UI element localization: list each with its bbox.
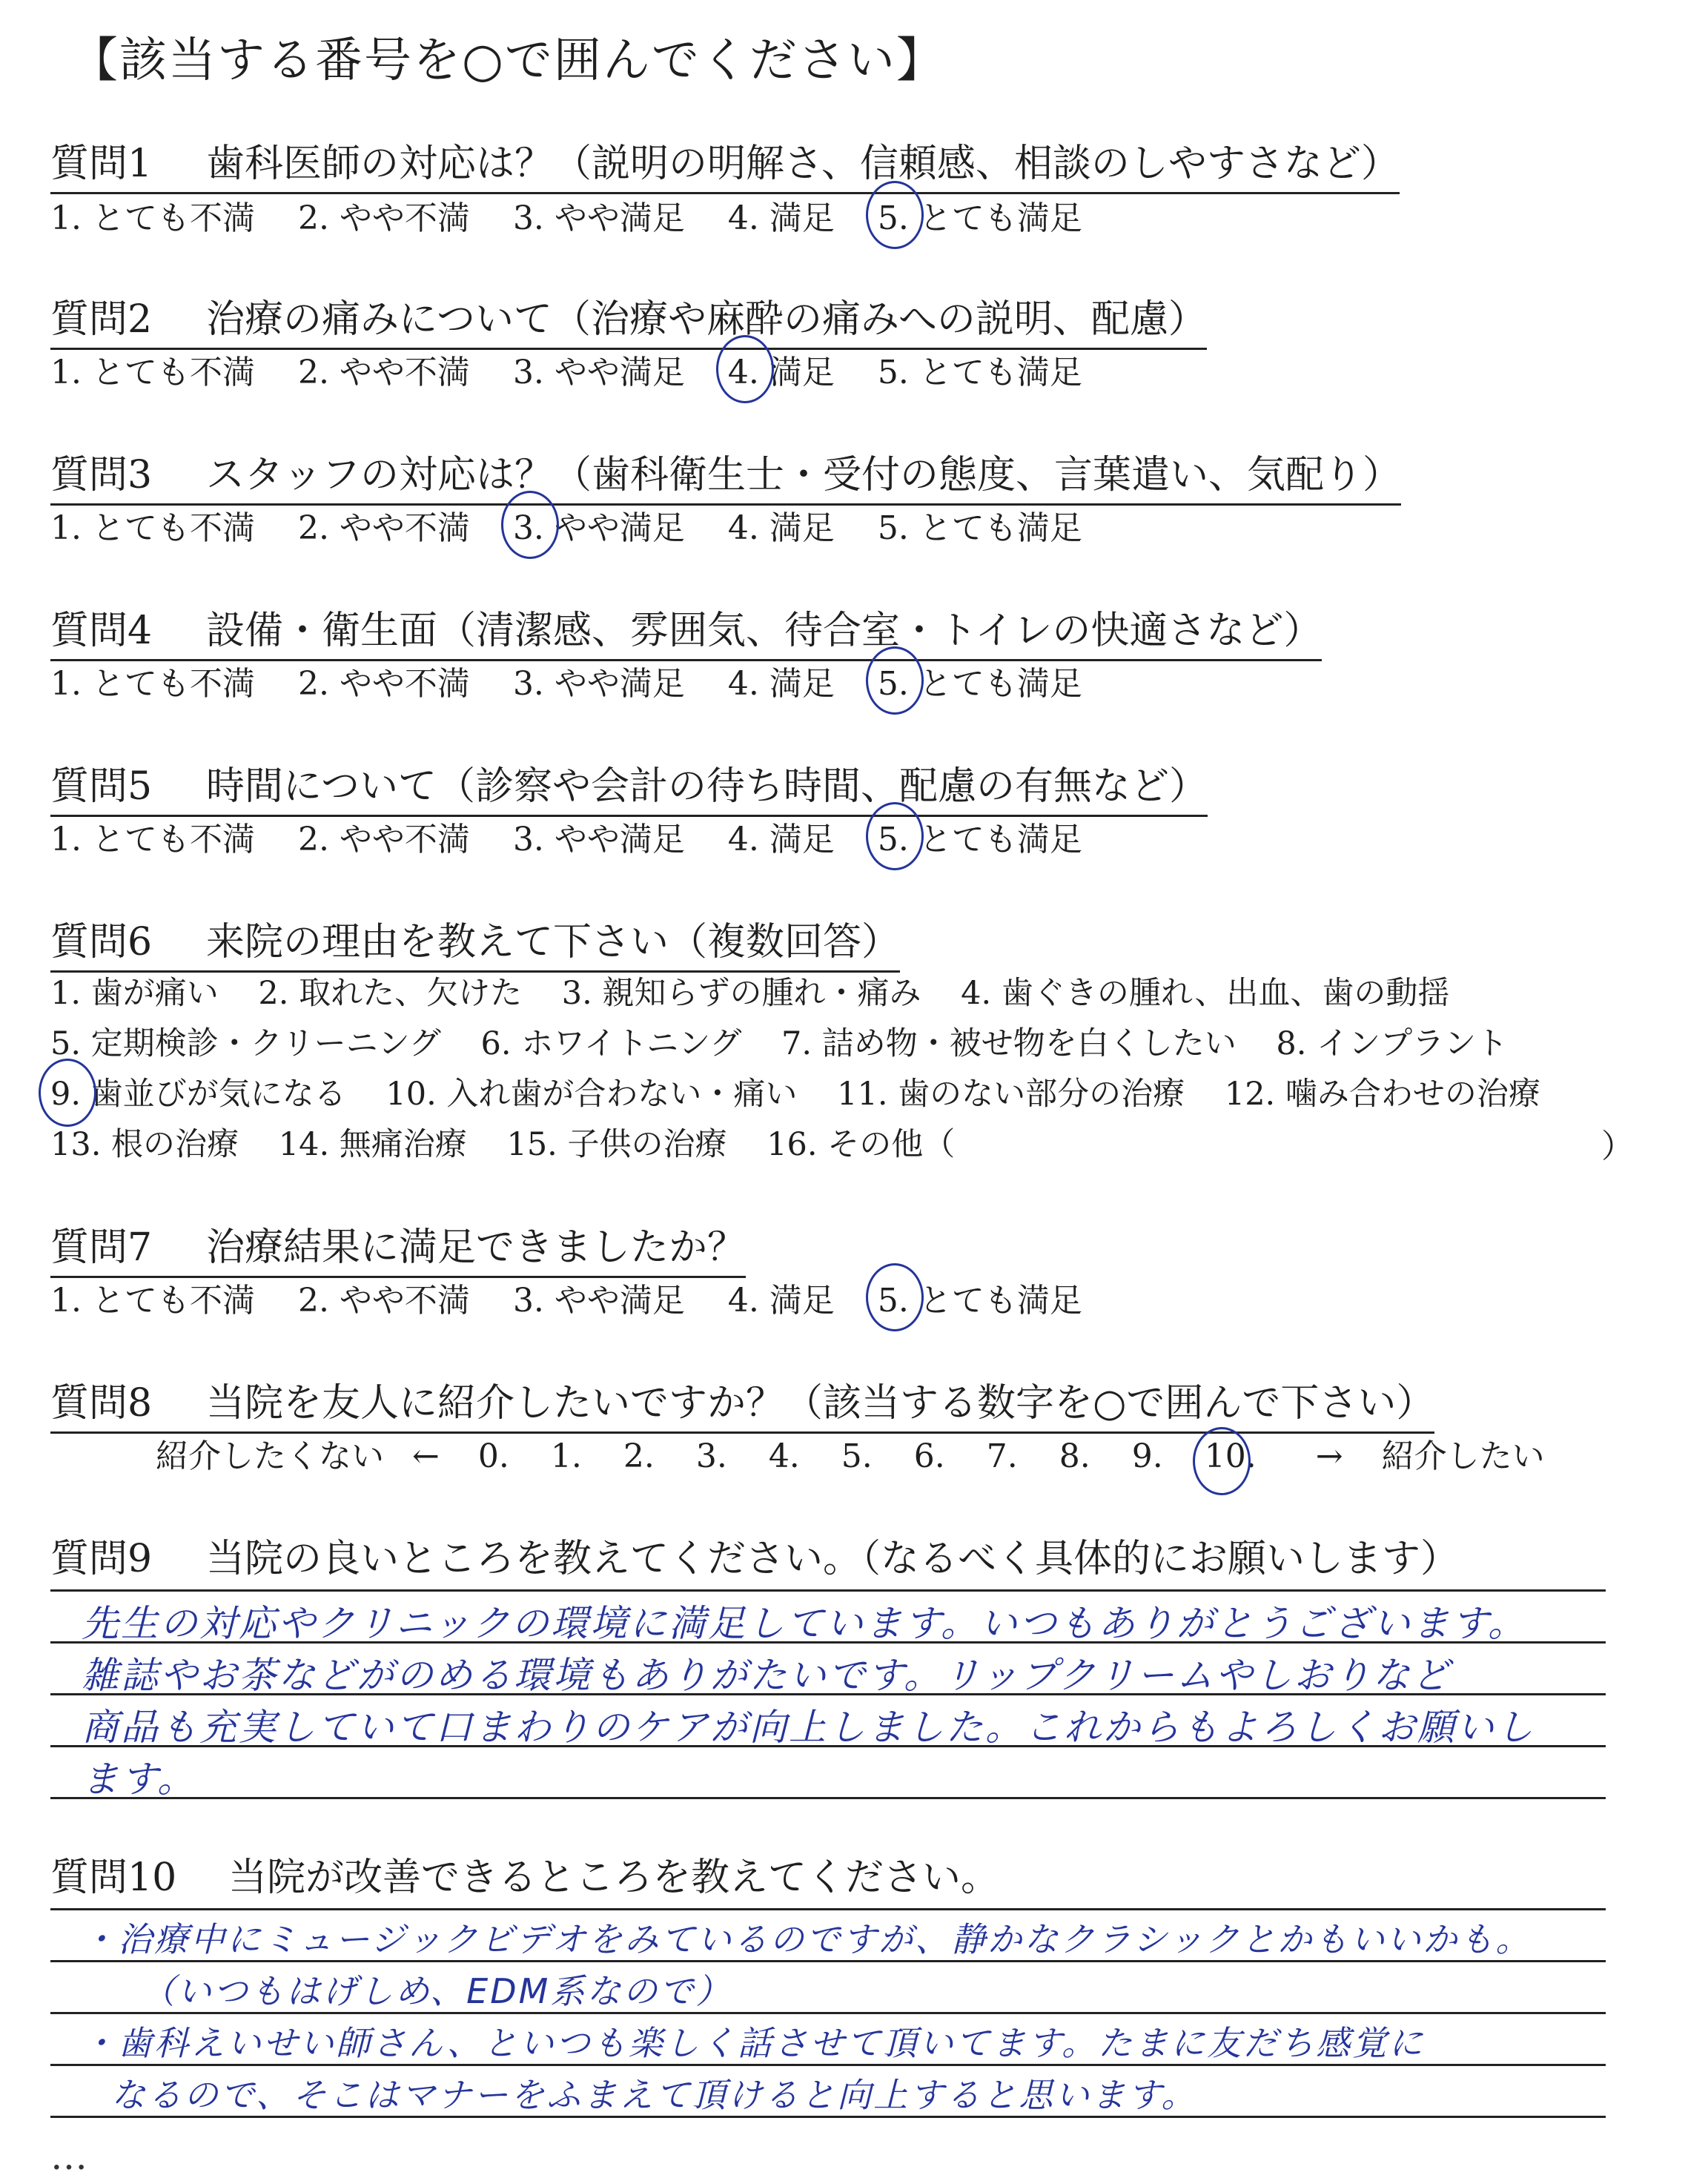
answer-rule — [50, 1908, 1606, 1910]
reason-option-other[interactable]: 16. その他（ — [767, 1126, 956, 1163]
reason-option[interactable]: 12. 噛み合わせの治療 — [1224, 1076, 1540, 1113]
q2-options — [50, 345, 1115, 393]
option-5[interactable]: 5. とても満足 — [877, 354, 1082, 391]
reason-option[interactable]: 7. 詰め物・被せ物を白くしたい — [781, 1025, 1237, 1062]
reason-option[interactable]: 13. 根の治療 — [50, 1126, 239, 1163]
answer-rule — [50, 1589, 1606, 1592]
question-1 — [50, 132, 1400, 194]
question-number: 質問5 — [50, 764, 153, 809]
question-number: 質問10 — [50, 1856, 177, 1900]
option-2[interactable]: 2. やや不満 — [297, 199, 470, 237]
q6-options-row-4 — [50, 1119, 984, 1165]
option-4[interactable]: 4. 満足 — [727, 509, 835, 547]
q9-answer-line: 商品も充実していて口まわりのケアが向上しました。これからもよろしくお願いし — [82, 1706, 1535, 1749]
option-3[interactable]: 3. やや満足 — [512, 1282, 685, 1320]
q5-options — [50, 812, 1115, 860]
q10-answer-line: （いつもはげしめ、EDM系なので） — [141, 1971, 732, 2011]
question-7 — [50, 1216, 746, 1278]
option-4[interactable]: 4. 満足 — [727, 821, 835, 858]
question-4 — [50, 599, 1322, 661]
answer-rule — [50, 1797, 1606, 1799]
option-5-circled[interactable]: 5. とても満足 — [878, 812, 1082, 860]
scale-right-label: 紹介したい — [1381, 1437, 1545, 1475]
option-3[interactable]: 3. やや満足 — [512, 821, 685, 858]
q9-answer-line: 先生の対応やクリニックの環境に満足しています。いつもありがとうございます。 — [82, 1602, 1527, 1645]
q7-options — [50, 1274, 1115, 1321]
question-text: 当院の良いところを教えてください。（なるべく具体的にお願いします） — [206, 1537, 1460, 1581]
scale-option[interactable]: 1. — [550, 1437, 582, 1475]
option-2[interactable]: 2. やや不満 — [297, 821, 470, 858]
option-1[interactable]: 1. とても不満 — [50, 509, 255, 547]
scale-option[interactable]: 5. — [841, 1437, 873, 1475]
reason-option[interactable]: 1. 歯が痛い — [50, 975, 219, 1012]
page-heading: 【該当する番号を○で囲んでください】 — [70, 33, 945, 88]
option-4[interactable]: 4. 満足 — [727, 199, 835, 237]
reason-option[interactable]: 8. インプラント — [1276, 1025, 1509, 1062]
option-1[interactable]: 1. とても不満 — [50, 199, 255, 237]
scale-left-label: 紹介したくない — [156, 1437, 384, 1475]
option-4[interactable]: 4. 満足 — [727, 665, 835, 703]
scale-option-circled[interactable]: 10. — [1204, 1437, 1257, 1475]
option-5-circled[interactable]: 5. とても満足 — [878, 1274, 1082, 1321]
question-number: 質問3 — [50, 453, 153, 497]
q6-options-row-1 — [50, 968, 1479, 1013]
q10-answer-line: ・歯科えいせい師さん、といつも楽しく話させて頂いてます。たまに友だち感覚に — [82, 2023, 1426, 2063]
reason-option-circled[interactable]: 9. 歯並びが気になる — [50, 1069, 346, 1114]
scale-option[interactable]: 7. — [986, 1437, 1018, 1475]
reason-option[interactable]: 10. 入れ歯が合わない・痛い — [385, 1076, 798, 1113]
reason-option[interactable]: 15. 子供の治療 — [506, 1126, 727, 1163]
option-3[interactable]: 3. やや満足 — [512, 199, 685, 237]
question-text: 当院を友人に紹介したいですか？（該当する数字を○で囲んで下さい） — [206, 1381, 1435, 1426]
scale-option[interactable]: 2. — [623, 1437, 655, 1475]
right-arrow-icon: → — [1315, 1437, 1343, 1475]
left-arrow-icon: ← — [412, 1437, 440, 1475]
question-text: 治療の痛みについて（治療や麻酔の痛みへの説明、配慮） — [206, 297, 1207, 342]
scale-option[interactable]: 3. — [695, 1437, 727, 1475]
reason-option[interactable]: 5. 定期検診・クリーニング — [50, 1025, 441, 1062]
option-5[interactable]: 5. とても満足 — [877, 509, 1082, 547]
q8-scale — [156, 1429, 1545, 1477]
option-2[interactable]: 2. やや不満 — [297, 665, 470, 703]
question-number: 質問4 — [50, 609, 153, 653]
question-8 — [50, 1371, 1434, 1434]
question-text: 当院が改善できるところを教えてください。 — [228, 1856, 1000, 1900]
option-1[interactable]: 1. とても不満 — [50, 665, 255, 703]
option-1[interactable]: 1. とても不満 — [50, 821, 255, 858]
question-text: 歯科医師の対応は？（説明の明解さ、信頼感、相談のしやすさなど） — [206, 142, 1400, 186]
q6-options-row-2 — [50, 1019, 1537, 1064]
q4-options — [50, 657, 1115, 704]
question-number: 質問2 — [50, 297, 153, 342]
question-number: 質問7 — [50, 1225, 153, 1270]
option-2[interactable]: 2. やや不満 — [297, 1282, 470, 1320]
question-text: 来院の理由を教えて下さい（複数回答） — [206, 920, 901, 964]
q10-answer-line: ・治療中にミュージックビデオをみているのですが、静かなクラシックとかもいいかも。 — [82, 1919, 1532, 1959]
question-10 — [50, 1846, 999, 1901]
question-number: 質問1 — [50, 142, 153, 186]
reason-option[interactable]: 11. 歯のない部分の治療 — [837, 1076, 1185, 1113]
option-1[interactable]: 1. とても不満 — [50, 1282, 255, 1320]
other-close-paren: ） — [1601, 1128, 1634, 1165]
question-2 — [50, 288, 1207, 350]
question-number: 質問9 — [50, 1537, 153, 1581]
scale-option[interactable]: 6. — [913, 1437, 945, 1475]
question-9 — [50, 1527, 1459, 1583]
question-text: スタッフの対応は？（歯科衛生士・受付の態度、言葉遣い、気配り） — [206, 453, 1402, 497]
question-5 — [50, 755, 1208, 817]
reason-option[interactable]: 14. 無痛治療 — [278, 1126, 467, 1163]
option-3[interactable]: 3. やや満足 — [512, 354, 685, 391]
option-3[interactable]: 3. やや満足 — [512, 665, 685, 703]
q10-answer-line: なるので、そこはマナーをふまえて頂けると向上すると思います。 — [111, 2075, 1198, 2115]
question-number: 質問8 — [50, 1381, 153, 1426]
option-5-circled[interactable]: 5. とても満足 — [878, 191, 1082, 239]
question-text: 治療結果に満足できましたか？ — [206, 1225, 747, 1270]
q6-options-row-3 — [50, 1069, 1570, 1114]
question-number: 質問6 — [50, 920, 153, 964]
footer-partial-text: … — [50, 2135, 87, 2178]
q9-answer-line: 雑誌やお茶などがのめる環境もありがたいです。リップクリームやしおりなど — [82, 1654, 1452, 1697]
reason-option[interactable]: 6. ホワイトニング — [480, 1025, 742, 1062]
option-2[interactable]: 2. やや不満 — [297, 354, 470, 391]
scale-option[interactable]: 0. — [477, 1437, 509, 1475]
reason-option[interactable]: 3. 親知らずの腫れ・痛み — [561, 975, 921, 1012]
scale-option[interactable]: 8. — [1059, 1437, 1090, 1475]
question-6 — [50, 910, 900, 973]
scale-option[interactable]: 4. — [768, 1437, 800, 1475]
option-2[interactable]: 2. やや不満 — [297, 509, 470, 547]
q9-answer-line: ます。 — [82, 1758, 196, 1801]
option-4[interactable]: 4. 満足 — [727, 1282, 835, 1320]
option-1[interactable]: 1. とても不満 — [50, 354, 255, 391]
q3-options — [50, 501, 1115, 549]
question-3 — [50, 443, 1401, 506]
reason-option[interactable]: 2. 取れた、欠けた — [258, 975, 523, 1012]
scale-option[interactable]: 9. — [1131, 1437, 1163, 1475]
question-text: 時間について（診察や会計の待ち時間、配慮の有無など） — [206, 764, 1208, 809]
q1-options — [50, 191, 1115, 239]
option-5-circled[interactable]: 5. とても満足 — [878, 657, 1082, 704]
option-3-circled[interactable]: 3. やや満足 — [513, 501, 685, 549]
reason-option[interactable]: 4. 歯ぐきの腫れ、出血、歯の動揺 — [961, 975, 1450, 1012]
option-4-circled[interactable]: 4. 満足 — [728, 345, 835, 393]
question-text: 設備・衛生面（清潔感、雰囲気、待合室・トイレの快適さなど） — [206, 609, 1323, 653]
